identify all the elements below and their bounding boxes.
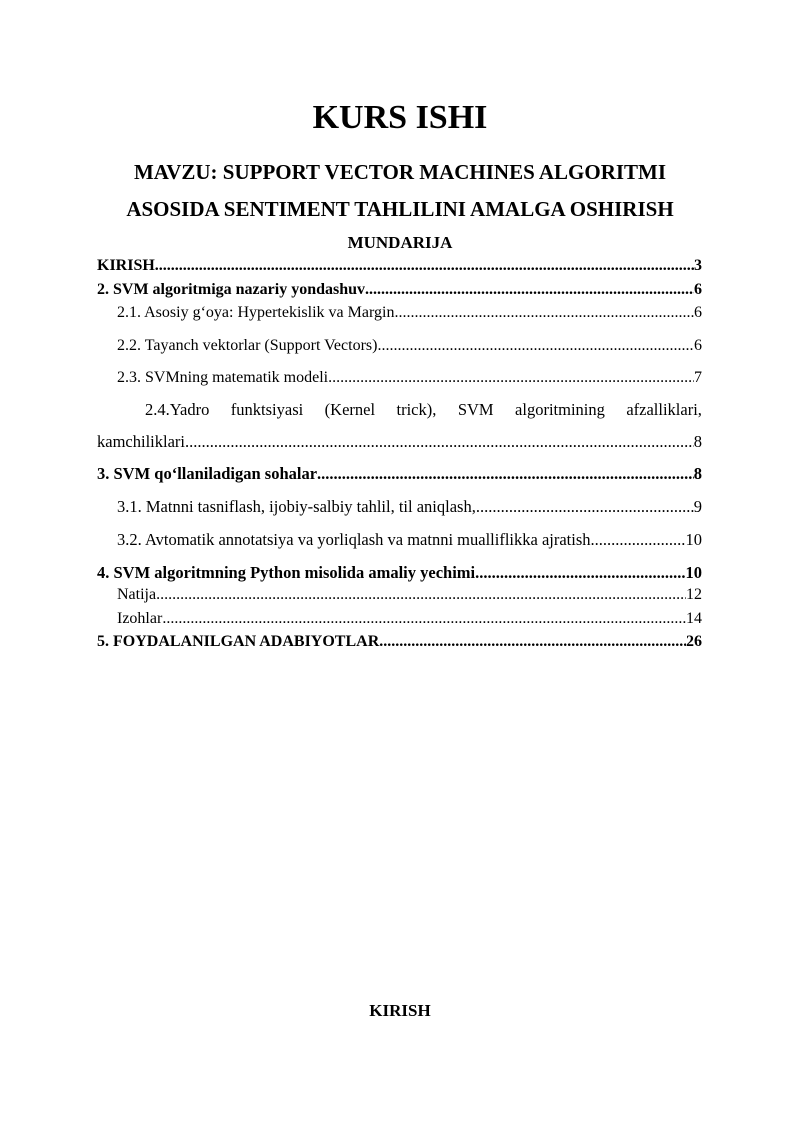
toc-entry-section-2-1[interactable] xyxy=(117,303,702,323)
toc-page-number: 6 xyxy=(694,281,702,298)
toc-entry-section-2-4-line-2[interactable] xyxy=(97,431,702,453)
toc-entry-label: 2.1. Asosiy g‘oya: Hypertekislik va Margin xyxy=(117,304,395,321)
dot-leader xyxy=(379,632,686,652)
dot-leader xyxy=(155,256,694,276)
toc-entry-label: Izohlar xyxy=(117,610,163,627)
dot-leader xyxy=(394,303,694,323)
toc-entry-label: 3.1. Matnni tasniflash, ijobiy-salbiy tahlil, til aniqlash, xyxy=(117,497,476,516)
dot-leader xyxy=(377,336,694,356)
toc-word: 2.4.Yadro xyxy=(145,400,210,419)
toc-entry-label: kamchiliklari xyxy=(97,432,185,451)
toc-page-number: 6 xyxy=(694,337,702,354)
toc-entry-label: 5. FOYDALANILGAN ADABIYOTLAR xyxy=(97,633,380,650)
toc-entry-label: 3.2. Avtomatik annotatsiya va yorliqlash va matnni mualliflikka ajratish xyxy=(117,530,591,549)
toc-page-number: 6 xyxy=(694,304,702,321)
toc-word: (Kernel xyxy=(324,400,376,419)
dot-leader xyxy=(476,496,694,518)
dot-leader xyxy=(328,368,694,388)
toc-word: SVM xyxy=(457,400,494,419)
toc-entry-section-2-4-line-1[interactable] xyxy=(145,399,702,421)
document-title: KURS ISHI xyxy=(312,99,488,136)
toc-page-number: 8 xyxy=(693,432,702,451)
toc-page-number: 26 xyxy=(686,633,702,650)
toc-entry-section-3-1[interactable] xyxy=(117,496,702,518)
toc-word: trick), xyxy=(396,400,437,419)
toc-entry-label: Natija xyxy=(117,586,157,603)
dot-leader xyxy=(591,529,686,551)
toc-entry-section-3-2[interactable] xyxy=(117,529,702,551)
toc-word: afzalliklari, xyxy=(626,400,702,419)
dot-leader xyxy=(317,463,694,485)
dot-leader xyxy=(156,585,686,605)
toc-entry-section-4[interactable] xyxy=(97,562,702,584)
toc-entry-section-2[interactable] xyxy=(97,280,702,300)
toc-entry-natija[interactable] xyxy=(117,585,702,605)
dot-leader xyxy=(185,431,694,453)
toc-entry-label: 2. SVM algoritmiga nazariy yondashuv xyxy=(97,281,366,298)
toc-word: funktsiyasi xyxy=(230,400,304,419)
toc-page-number: 9 xyxy=(693,497,702,516)
toc-page-number: 12 xyxy=(686,586,702,603)
dot-leader xyxy=(475,562,685,584)
topic-line-1: MAVZU: SUPPORT VECTOR MACHINES ALGORITMI xyxy=(133,160,667,184)
toc-entry-label: 2.2. Tayanch vektorlar (Support Vectors) xyxy=(117,337,378,354)
toc-page-number: 8 xyxy=(693,464,702,483)
toc-entry-kirish[interactable] xyxy=(97,256,702,276)
toc-page-number: 7 xyxy=(694,369,702,386)
toc-entry-section-5[interactable] xyxy=(97,632,702,652)
toc-page-number: 10 xyxy=(685,530,702,549)
toc-entry-section-2-3[interactable] xyxy=(117,368,702,388)
toc-entry-label: 2.3. SVMning matematik modeli xyxy=(117,369,329,386)
toc-heading: MUNDARIJA xyxy=(347,233,453,252)
toc-page-number: 14 xyxy=(686,610,702,627)
toc-word: algoritmining xyxy=(515,400,605,419)
toc-entry-section-2-2[interactable] xyxy=(117,336,702,356)
toc-entry-label: KIRISH xyxy=(97,257,155,274)
toc-entry-section-3[interactable] xyxy=(97,463,702,485)
toc-entry-izohlar[interactable] xyxy=(117,609,702,629)
toc-entry-label: 3. SVM qo‘llaniladigan sohalar xyxy=(97,464,318,483)
toc-page-number: 10 xyxy=(685,563,702,582)
dot-leader xyxy=(365,280,694,300)
topic-line-2: ASOSIDA SENTIMENT TAHLILINI AMALGA OSHIRISH xyxy=(126,197,674,221)
toc-page-number: 3 xyxy=(694,257,702,274)
toc-entry-label: 4. SVM algoritmning Python misolida amaliy yechimi xyxy=(97,563,476,582)
section-heading-kirish: KIRISH xyxy=(369,1001,431,1020)
dot-leader xyxy=(162,609,686,629)
